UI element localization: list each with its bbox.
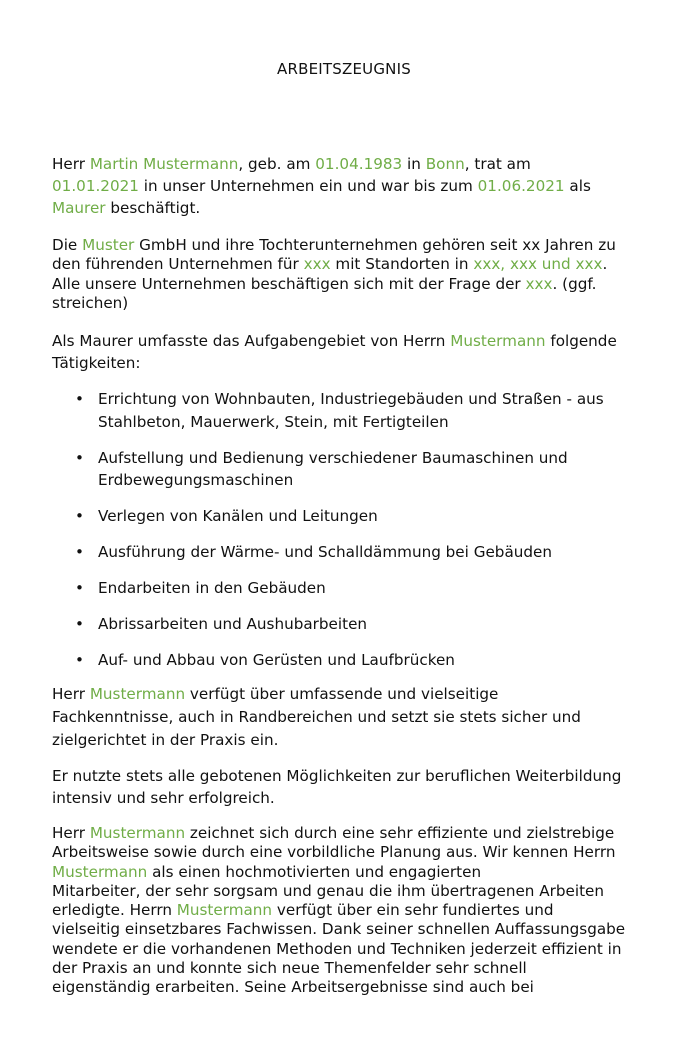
bullet-icon: • bbox=[75, 579, 84, 597]
text-span: GmbH und ihre Tochterunternehmen gehören seit xx Jahren zu bbox=[134, 236, 616, 254]
employee-surname: Mustermann bbox=[450, 332, 546, 350]
bullet-icon: • bbox=[75, 448, 84, 467]
list-item-text: Endarbeiten in den Gebäuden bbox=[98, 579, 326, 597]
text-span: in bbox=[402, 155, 426, 173]
skills-paragraph bbox=[52, 683, 662, 752]
birth-date: 01.04.1983 bbox=[315, 155, 403, 173]
end-date: 01.06.2021 bbox=[477, 177, 565, 195]
employee-surname: Mustermann bbox=[89, 824, 186, 842]
text-span: mit Standorten in bbox=[330, 255, 474, 274]
text-span: , trat am bbox=[464, 155, 531, 173]
employee-surname: Mustermann bbox=[89, 685, 186, 703]
text-span: streichen) bbox=[52, 293, 129, 312]
locations-placeholder: xxx, xxx und xxx bbox=[473, 255, 603, 274]
performance-paragraph bbox=[52, 824, 662, 998]
question-placeholder: xxx bbox=[525, 274, 553, 293]
text-span: eigenständig erarbeiten. Seine Arbeitsergebnisse sind auch bei bbox=[52, 978, 534, 997]
list-item-text: Verlegen von Kanälen und Leitungen bbox=[98, 507, 378, 525]
bullet-icon: • bbox=[75, 615, 84, 633]
company-name: Muster bbox=[82, 236, 135, 254]
list-item bbox=[52, 447, 662, 492]
list-item bbox=[52, 649, 662, 672]
text-span: Die bbox=[52, 236, 83, 254]
text-span: Herr bbox=[52, 685, 90, 703]
text-span: als bbox=[564, 177, 591, 195]
employee-name: Martin Mustermann bbox=[89, 155, 239, 173]
text-span: , geb. am bbox=[238, 155, 316, 173]
text-span: Herr bbox=[52, 824, 90, 842]
text-span: der Praxis an und konnte sich neue Themenfelder sehr schnell bbox=[52, 959, 527, 978]
text-span: intensiv und sehr erfolgreich. bbox=[52, 789, 275, 807]
text-span: verfügt über umfassende und vielseitige bbox=[185, 685, 499, 703]
text-span: Arbeitsweise sowie durch eine vorbildliche Planung aus. Wir kennen Herrn bbox=[52, 843, 616, 862]
text-span: den führenden Unternehmen für bbox=[52, 255, 304, 274]
text-span: . bbox=[602, 255, 608, 274]
text-span: in unser Unternehmen ein und war bis zum bbox=[138, 177, 478, 195]
employee-surname: Mustermann bbox=[52, 862, 148, 881]
text-span: als einen hochmotivierten und engagierten bbox=[147, 862, 482, 881]
list-item-text: Errichtung von Wohnbauten, Industriegebäuden und Straßen - aus bbox=[98, 390, 604, 408]
bullet-icon: • bbox=[75, 543, 84, 561]
text-span: verfügt über ein sehr fundiertes und bbox=[272, 901, 554, 920]
list-item bbox=[52, 388, 662, 433]
text-span: erledigte. Herrn bbox=[52, 901, 177, 920]
text-span: Herr bbox=[52, 155, 90, 173]
list-item-text: Ausführung der Wärme- und Schalldämmung bei Gebäuden bbox=[98, 543, 552, 561]
text-span: Er nutzte stets alle gebotenen Möglichkeiten zur beruflichen Weiterbildung bbox=[52, 767, 622, 785]
list-item bbox=[52, 541, 662, 564]
bullet-icon: • bbox=[75, 651, 84, 669]
list-item-text: Abrissarbeiten und Aushubarbeiten bbox=[98, 615, 368, 633]
list-item bbox=[52, 505, 662, 528]
list-item-text: Auf- und Abbau von Gerüsten und Laufbrücken bbox=[98, 651, 455, 669]
text-span: wendete er die vorhandenen Methoden und Techniken jederzeit effizient in bbox=[52, 939, 622, 958]
list-item-text: Erdbewegungsmaschinen bbox=[98, 471, 294, 489]
text-span: Alle unsere Unternehmen beschäftigen sich mit der Frage der bbox=[52, 274, 526, 293]
text-span: Als Maurer umfasste das Aufgabengebiet von Herrn bbox=[52, 332, 451, 350]
text-span: Tätigkeiten: bbox=[52, 354, 141, 372]
company-paragraph bbox=[52, 236, 662, 313]
birth-place: Bonn bbox=[425, 155, 465, 173]
training-paragraph bbox=[52, 765, 662, 809]
text-span: vielseitig einsetzbares Fachwissen. Dank seiner schnellen Auffassungsgabe bbox=[52, 920, 626, 939]
list-item-text: Stahlbeton, Mauerwerk, Stein, mit Fertigteilen bbox=[98, 412, 449, 431]
text-span: zielgerichtet in der Praxis ein. bbox=[52, 731, 279, 749]
text-span: folgende bbox=[545, 332, 617, 350]
tasks-intro-paragraph bbox=[52, 330, 662, 374]
list-item bbox=[52, 613, 662, 636]
text-span: Fachkenntnisse, auch in Randbereichen und setzt sie stets sicher und bbox=[52, 708, 581, 726]
document-title: ARBEITSZEUGNIS bbox=[277, 60, 411, 78]
task-list bbox=[52, 388, 662, 685]
start-date: 01.01.2021 bbox=[52, 177, 139, 195]
bullet-icon: • bbox=[75, 507, 84, 525]
job-title: Maurer bbox=[52, 199, 106, 217]
text-span: beschäftigt. bbox=[105, 199, 201, 217]
personal-data-paragraph bbox=[52, 153, 662, 219]
branch-placeholder: xxx bbox=[303, 255, 331, 274]
bullet-icon: • bbox=[75, 390, 84, 408]
list-item-text: Aufstellung und Bedienung verschiedener Baumaschinen und bbox=[98, 448, 568, 467]
text-span: zeichnet sich durch eine sehr effiziente und zielstrebige bbox=[185, 824, 615, 842]
employee-surname: Mustermann bbox=[176, 901, 273, 920]
text-span: Mitarbeiter, der sehr sorgsam und genau die ihm übertragenen Arbeiten bbox=[52, 881, 605, 900]
text-span: . (ggf. bbox=[552, 274, 597, 293]
list-item bbox=[52, 577, 662, 600]
